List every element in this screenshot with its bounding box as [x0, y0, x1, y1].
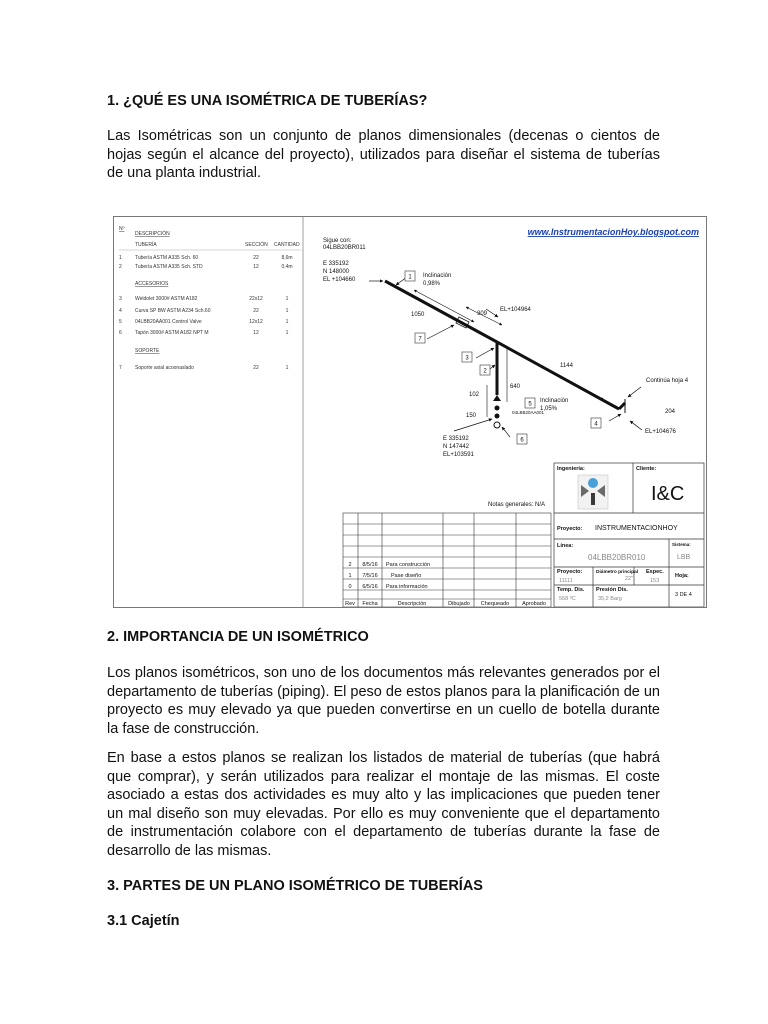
- rev-header-aprobado: Aprobado: [522, 601, 546, 607]
- bom-row-sec: 22: [253, 308, 259, 314]
- diametro-label: Diámetro principal: [596, 570, 639, 575]
- bom-col-n: Nº: [119, 226, 125, 232]
- ingenieria-label: Ingeniería:: [557, 466, 585, 472]
- rev-header-dibujado: Dibujado: [448, 601, 470, 607]
- inclinacion-2: Inclinación: [540, 398, 569, 404]
- proyecto2-label: Proyecto:: [557, 569, 583, 575]
- temp-label: Temp. Dis.: [557, 587, 585, 593]
- bom-row-desc: Soporte axial acoonaslado: [135, 365, 194, 371]
- sistema-value: LBB: [677, 554, 691, 561]
- bom-row-qty: 1: [285, 330, 289, 336]
- leader-el-104676: [630, 421, 642, 430]
- bom-row-n: 5: [119, 319, 122, 325]
- dim-150: 150: [466, 413, 477, 419]
- dim-204: 204: [665, 409, 676, 415]
- bom-row-desc: Weldolet 3000# ASTM A182: [135, 296, 198, 302]
- bom-hdr-soporte: SOPORTE: [135, 348, 160, 354]
- section-3-title: 3. PARTES DE UN PLANO ISOMÉTRICO DE TUBERÍAS: [107, 878, 483, 894]
- dim-1050: 1050: [411, 312, 425, 318]
- rev-header-rev: Rev: [345, 601, 355, 607]
- continua-hoja: Continúa hoja 4: [646, 378, 689, 384]
- presion-label: Presión Dis.: [596, 587, 628, 593]
- dim-640: 640: [510, 384, 521, 390]
- callout-label-5: 5: [528, 401, 532, 408]
- bom-row-desc: Tapón 3000# ASTM A182 NPT M: [135, 330, 209, 336]
- rev-number: 0: [348, 584, 352, 590]
- bom-row-desc: Tubería ASTM A335 Sch. 60: [135, 255, 199, 261]
- bom-col-seccion: SECCIÓN: [245, 242, 268, 248]
- valve-body-lower: [495, 414, 500, 419]
- notas-generales: Notas generales: N/A: [488, 502, 546, 508]
- linea-value: 04LBB20BR010: [588, 553, 646, 562]
- bom-row-sec: 12x12: [249, 319, 263, 325]
- leader-continua: [628, 387, 641, 397]
- dim-102: 102: [469, 392, 480, 398]
- diametro-value: 22": [625, 576, 634, 582]
- title-block-text: [557, 466, 692, 602]
- iso-annotations: [323, 238, 689, 508]
- presion-value: 35,2 Barg: [598, 596, 622, 602]
- sistema-label: Sistema:: [672, 542, 691, 547]
- bom-row-n: 4: [119, 308, 122, 314]
- bom-hdr-tuberia: TUBERÍA: [135, 242, 157, 248]
- rev-number: 1: [348, 573, 352, 579]
- bom-row-n: 2: [119, 264, 122, 270]
- cap-symbol: [494, 422, 500, 428]
- inclinacion-2-value: 1,05%: [540, 406, 558, 412]
- proyecto2-value: 11111: [559, 578, 573, 584]
- bom-row-desc: Tubería ASTM A335 Sch. STD: [135, 264, 203, 270]
- bom-row-n: 1: [119, 255, 122, 261]
- callout-label-6: 6: [520, 437, 524, 444]
- rev-description: Para construcción: [386, 562, 431, 568]
- coord1-n: N 148000: [323, 269, 350, 275]
- isometric-drawing: [113, 216, 707, 608]
- sigue-con-label: Sigue con:: [323, 238, 352, 244]
- revision-block: [343, 513, 551, 607]
- rev-description: Pase diseño: [391, 573, 422, 579]
- proyecto-label: Proyecto:: [557, 526, 583, 532]
- callout-label-1: 1: [408, 274, 412, 281]
- section-1-title: 1. ¿QUÉ ES UNA ISOMÉTRICA DE TUBERÍAS?: [107, 93, 428, 109]
- bom-row-sec: 12: [253, 264, 259, 270]
- bom-table: [119, 217, 303, 607]
- rev-number: 2: [348, 562, 352, 568]
- leader-callout-6: [502, 427, 510, 437]
- bom-col-cantidad: CANTIDAD: [274, 242, 300, 248]
- espec-label: Espec.: [646, 569, 664, 575]
- bom-row-desc: 04LBB20AA001 Control Valve: [135, 319, 202, 325]
- cliente-label: Cliente:: [636, 466, 657, 472]
- bom-col-desc: DESCRIPCIÓN: [135, 231, 170, 237]
- callout-label-4: 4: [594, 421, 598, 428]
- leader-el-104964: [486, 309, 498, 317]
- bom-row-sec: 22x12: [249, 296, 263, 302]
- sigue-con-line: 04LBB20BR011: [323, 245, 366, 251]
- section-3-1-title: 3.1 Cajetín: [107, 913, 180, 929]
- callout-label-7: 7: [418, 336, 422, 343]
- callouts: [405, 271, 601, 444]
- linea-label: Línea:: [557, 543, 574, 549]
- valve-tag: 04LBB20AA001: [512, 410, 545, 415]
- rev-header-chequeado: Chequeado: [480, 601, 510, 607]
- inclinacion-1-value: 0,98%: [423, 281, 441, 287]
- section-2-paragraph-2: En base a estos planos se realizan los listados de material de tuberías (que habrá que comprar), y serán utilizados para realizar el montaje de las mismas. El coste asociado a estas dos actividades es muy alto y las implicaciones que pueden tener un mal diseño son muy elevadas. Por ello es muy conveniente que el departamento de instrumentación colabore con el departamento de tuberías durante la fase de desarrollo de las mismas.: [107, 750, 660, 859]
- bom-hdr-accesorios: ACCESORIOS: [135, 281, 169, 287]
- bom-row-sec: 22: [253, 365, 259, 371]
- bom-row-sec: 12: [253, 330, 259, 336]
- bom-row-qty: 1: [285, 365, 289, 371]
- inclinacion-1: Inclinación: [423, 273, 452, 279]
- callout-label-3: 3: [465, 355, 469, 362]
- hoja-label: Hoja:: [675, 573, 689, 579]
- bom-row-qty: 1: [285, 319, 289, 325]
- dim-1144: 1144: [560, 363, 573, 369]
- bom-row-n: 6: [119, 330, 122, 336]
- coord1-e: E 335192: [323, 261, 349, 267]
- coord2-e: E 335192: [443, 436, 469, 442]
- bom-row-desc: Curva SP BW ASTM A234 Sch.60: [135, 308, 211, 314]
- engineering-logo: [578, 475, 608, 509]
- rev-header-desc: Descripción: [397, 601, 427, 607]
- proyecto-value: INSTRUMENTACIONHOY: [595, 525, 678, 532]
- el-104676: EL+104676: [645, 429, 676, 435]
- website-link[interactable]: www.InstrumentacionHoy.blogspot.com: [527, 227, 699, 237]
- dim-309: 309: [477, 311, 488, 317]
- leader-callout-4: [609, 414, 621, 421]
- rev-header-fecha: Fecha: [362, 601, 378, 607]
- callout-label-2: 2: [483, 368, 487, 375]
- leader-callout-3: [476, 348, 494, 358]
- rev-date: 6/5/16: [362, 584, 378, 590]
- coord2-n: N 147442: [443, 444, 470, 450]
- hoja-value: 3 DE 4: [675, 592, 692, 598]
- bom-row-n: 7: [119, 365, 122, 371]
- client-name: I&C: [651, 483, 685, 505]
- rev-description: Para información: [386, 584, 428, 590]
- rev-date: 7/5/16: [362, 573, 378, 579]
- branch-reducer: [493, 395, 501, 401]
- bom-row-sec: 22: [253, 255, 259, 261]
- el-104964: EL+104964: [500, 307, 531, 313]
- section-2-title: 2. IMPORTANCIA DE UN ISOMÉTRICO: [107, 629, 369, 645]
- bom-row-qty: 0,4m: [281, 264, 293, 270]
- leader-coord2: [454, 419, 492, 431]
- bom-row-qty: 8,6m: [281, 255, 293, 261]
- section-2-paragraph-1: Los planos isométricos, son uno de los documentos más relevantes generados por el departamento de tuberías (piping). El peso de estos planos para la planificación de un proyecto es muy elevado ya que pueden convertirse en un cuello de botella durante la fase de construcción.: [107, 665, 660, 737]
- espec-value: 153: [650, 578, 660, 584]
- coord2-el: EL+103591: [443, 452, 474, 458]
- leader-callout-7: [427, 325, 454, 339]
- bom-row-qty: 1: [285, 296, 289, 302]
- rev-date: 8/5/16: [362, 562, 378, 568]
- bom-row-qty: 1: [285, 308, 289, 314]
- section-1-paragraph: Las Isométricas son un conjunto de planos dimensionales (decenas o cientos de hojas según el alcance del proyecto), utilizados para diseñar el sistema de tuberías de una planta industrial.: [107, 128, 660, 181]
- isometric-drawing-svg: [114, 217, 706, 607]
- temp-value: 568 ºC: [559, 596, 576, 602]
- valve-body-upper: [495, 406, 500, 411]
- bom-row-n: 3: [119, 296, 122, 302]
- coord1-el: EL +104660: [323, 277, 356, 283]
- pipe-elbow: [619, 403, 625, 409]
